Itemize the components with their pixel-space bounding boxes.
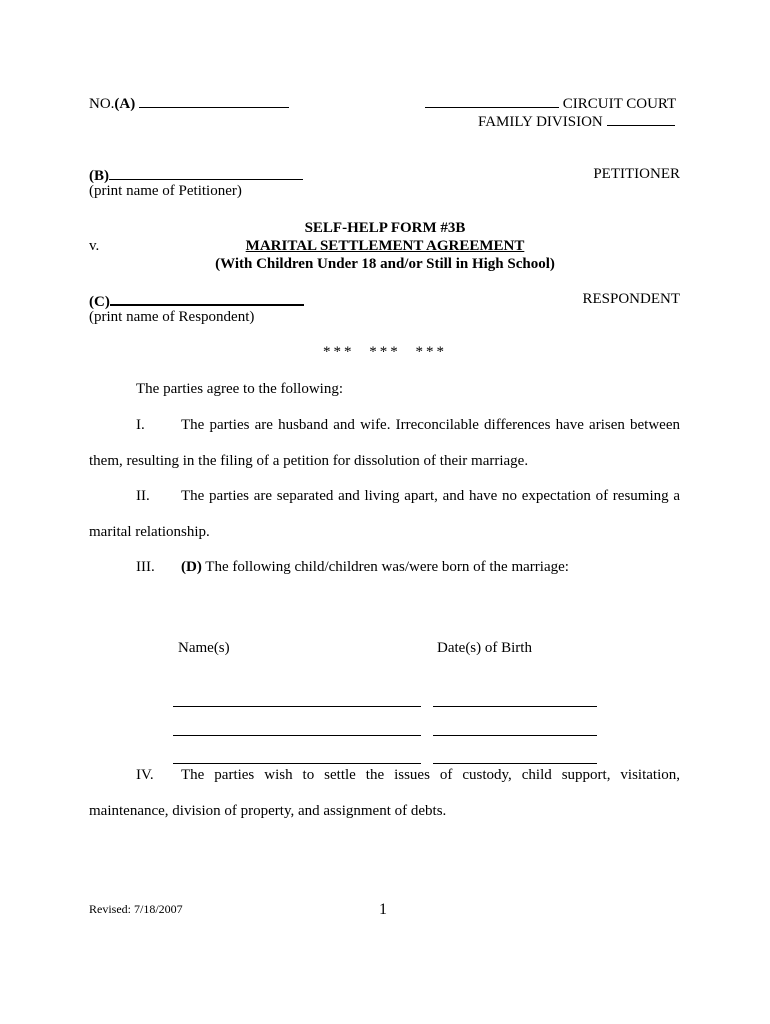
section-separator: *** *** *** [323,344,447,360]
page-number: 1 [379,901,387,918]
paragraph-1-line-1: The parties are husband and wife. Irreconcilable differences have arisen between [181,417,680,433]
respondent-role: RESPONDENT [582,291,680,307]
child-dob-blank[interactable] [433,735,597,736]
intro-text: The parties agree to the following: [136,381,344,397]
children-names-header: Name(s) [178,640,230,656]
form-title: MARITAL SETTLEMENT AGREEMENT [245,238,525,254]
child-dob-blank[interactable] [433,706,597,707]
form-number: SELF-HELP FORM #3B [304,220,466,236]
paragraph-2-line-1: The parties are separated and living apart, and have no expectation of resuming a [181,488,680,504]
child-name-blank[interactable] [173,735,421,736]
revision-date: Revised: 7/18/2007 [89,902,183,916]
petitioner-role: PETITIONER [593,166,680,182]
versus-label: v. [89,238,100,254]
paragraph-3-body: The following child/children was/were born of the marriage: [201,559,569,575]
paragraph-4-number: IV. [136,767,154,783]
case-number-marker: (A) [114,96,136,112]
paragraph-3-text [181,558,569,576]
paragraph-3-marker: (D) [181,559,202,575]
paragraph-2-line-2: marital relationship. [89,524,210,540]
division-blank[interactable] [607,111,675,126]
case-number-blank[interactable] [139,93,289,108]
petitioner-marker: (B) [89,168,109,184]
child-name-blank[interactable] [173,706,421,707]
court-name-field [425,93,676,113]
paragraph-1-number: I. [136,417,145,433]
respondent-hint: (print name of Respondent) [89,309,255,325]
division-label: FAMILY DIVISION [478,114,603,130]
case-number-label: NO. [89,96,115,112]
respondent-name-blank[interactable] [110,290,304,306]
case-number-field [89,93,289,113]
petitioner-hint: (print name of Petitioner) [89,183,242,199]
child-name-blank[interactable] [173,763,421,764]
petitioner-name-blank[interactable] [109,165,303,180]
division-field [478,111,675,131]
child-dob-blank[interactable] [433,763,597,764]
paragraph-2-number: II. [136,488,150,504]
paragraph-4-line-2: maintenance, division of property, and assignment of debts. [89,803,447,819]
children-dob-header: Date(s) of Birth [437,640,532,656]
form-subtitle: (With Children Under 18 and/or Still in High School) [215,256,555,272]
paragraph-4-line-1: The parties wish to settle the issues of custody, child support, visitation, [181,767,680,783]
paragraph-3-number: III. [136,559,155,575]
court-county-blank[interactable] [425,93,559,108]
court-name: CIRCUIT COURT [562,96,677,112]
respondent-marker: (C) [89,294,110,310]
paragraph-1-line-2: them, resulting in the filing of a petition for dissolution of their marriage. [89,453,529,469]
